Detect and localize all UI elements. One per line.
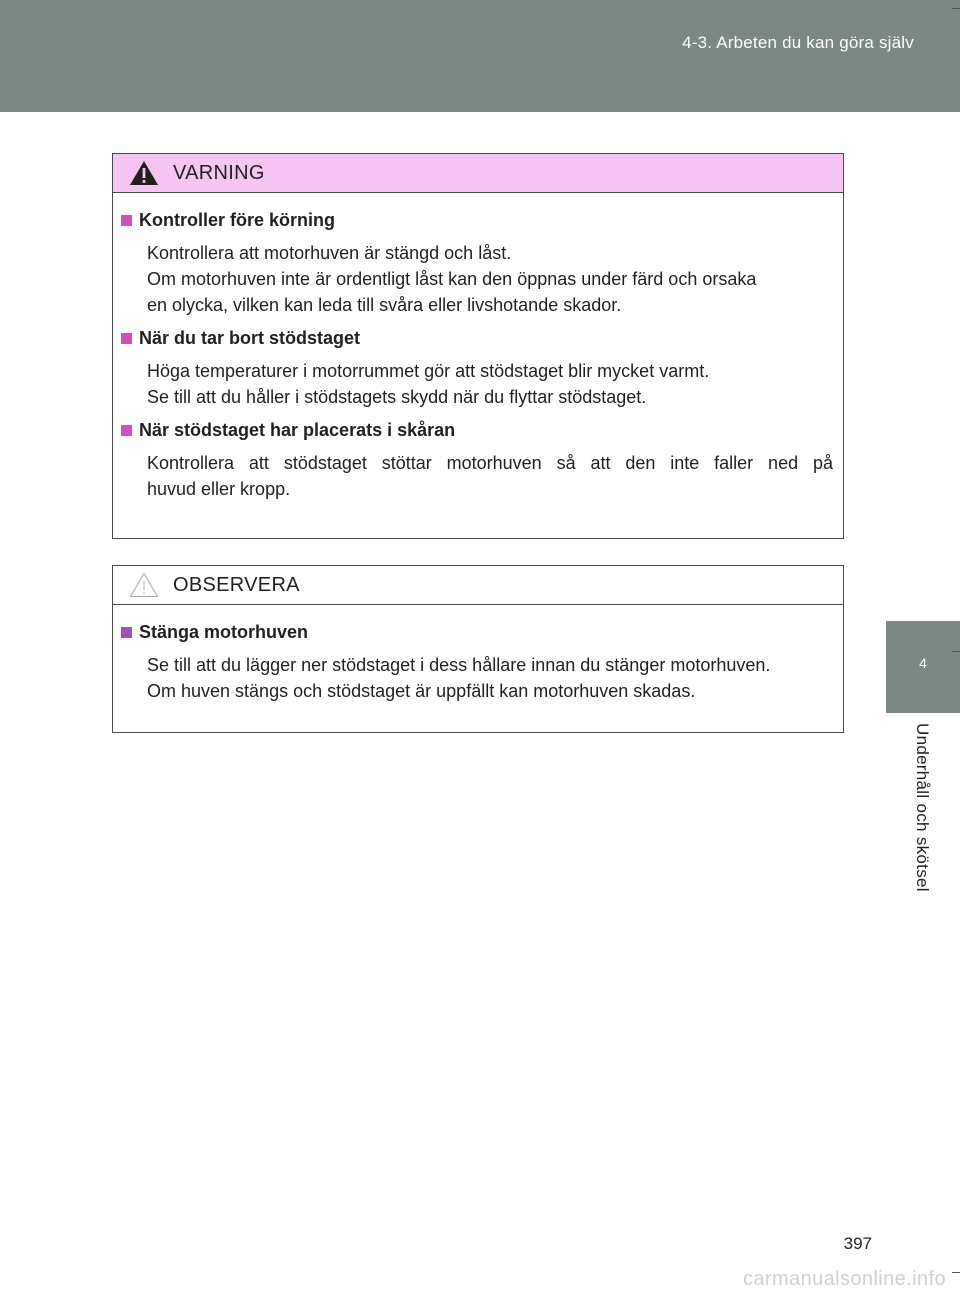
square-bullet-icon — [121, 333, 132, 344]
chapter-title: Underhåll och skötsel — [913, 723, 932, 892]
paragraph-line: Kontrollera att stödstaget stöttar motorhuven så att den inte faller ned på — [147, 453, 833, 473]
warning-paragraph — [147, 450, 833, 502]
heading-text: När du tar bort stödstaget — [139, 328, 361, 348]
notice-title: OBSERVERA — [173, 573, 300, 596]
paragraph-line: Om motorhuven inte är ordentligt låst kan den öppnas under färd och orsaka — [147, 269, 757, 289]
square-bullet-icon — [121, 215, 132, 226]
warning-body — [113, 193, 843, 524]
paragraph-line: huvud eller kropp. — [147, 479, 291, 499]
notice-section-heading — [121, 622, 833, 643]
paragraph-line: Kontrollera att motorhuven är stängd och låst. — [147, 243, 512, 263]
notice-box — [112, 565, 844, 733]
crop-mark — [952, 1272, 960, 1273]
header-band — [0, 0, 960, 112]
paragraph-line: Se till att du håller i stödstagets skydd när du flyttar stödstaget. — [147, 387, 647, 407]
notice-header — [113, 566, 843, 605]
heading-text: Stänga motorhuven — [139, 622, 309, 642]
crop-mark — [952, 651, 960, 652]
crop-mark — [952, 8, 960, 9]
chapter-tab — [886, 621, 960, 713]
warning-box — [112, 153, 844, 539]
warning-section-heading — [121, 420, 833, 441]
chapter-label-area — [886, 713, 960, 943]
heading-text: Kontroller före körning — [139, 210, 336, 230]
section-title: 4-3. Arbeten du kan göra själv — [682, 33, 914, 52]
square-bullet-icon — [121, 425, 132, 436]
heading-text: När stödstaget har placerats i skåran — [139, 420, 456, 440]
caution-triangle-outline-icon — [129, 572, 159, 598]
notice-paragraph — [147, 652, 833, 704]
warning-section-heading — [121, 210, 833, 231]
warning-paragraph — [147, 240, 833, 318]
warning-paragraph — [147, 358, 833, 410]
paragraph-line: en olycka, vilken kan leda till svåra eller livshotande skador. — [147, 295, 622, 315]
warning-triangle-icon — [129, 160, 159, 186]
chapter-number: 4 — [919, 655, 927, 671]
warning-section-heading — [121, 328, 833, 349]
paragraph-line: Se till att du lägger ner stödstaget i dess hållare innan du stänger motorhuven. — [147, 655, 771, 675]
paragraph-line: Höga temperaturer i motorrummet gör att stödstaget blir mycket varmt. — [147, 361, 710, 381]
paragraph-line: Om huven stängs och stödstaget är uppfällt kan motorhuven skadas. — [147, 681, 696, 701]
warning-title: VARNING — [173, 161, 265, 184]
square-bullet-icon — [121, 627, 132, 638]
watermark: carmanualsonline.info — [743, 1268, 946, 1290]
notice-body — [113, 605, 843, 726]
page-number: 397 — [843, 1234, 872, 1253]
warning-header — [113, 154, 843, 193]
